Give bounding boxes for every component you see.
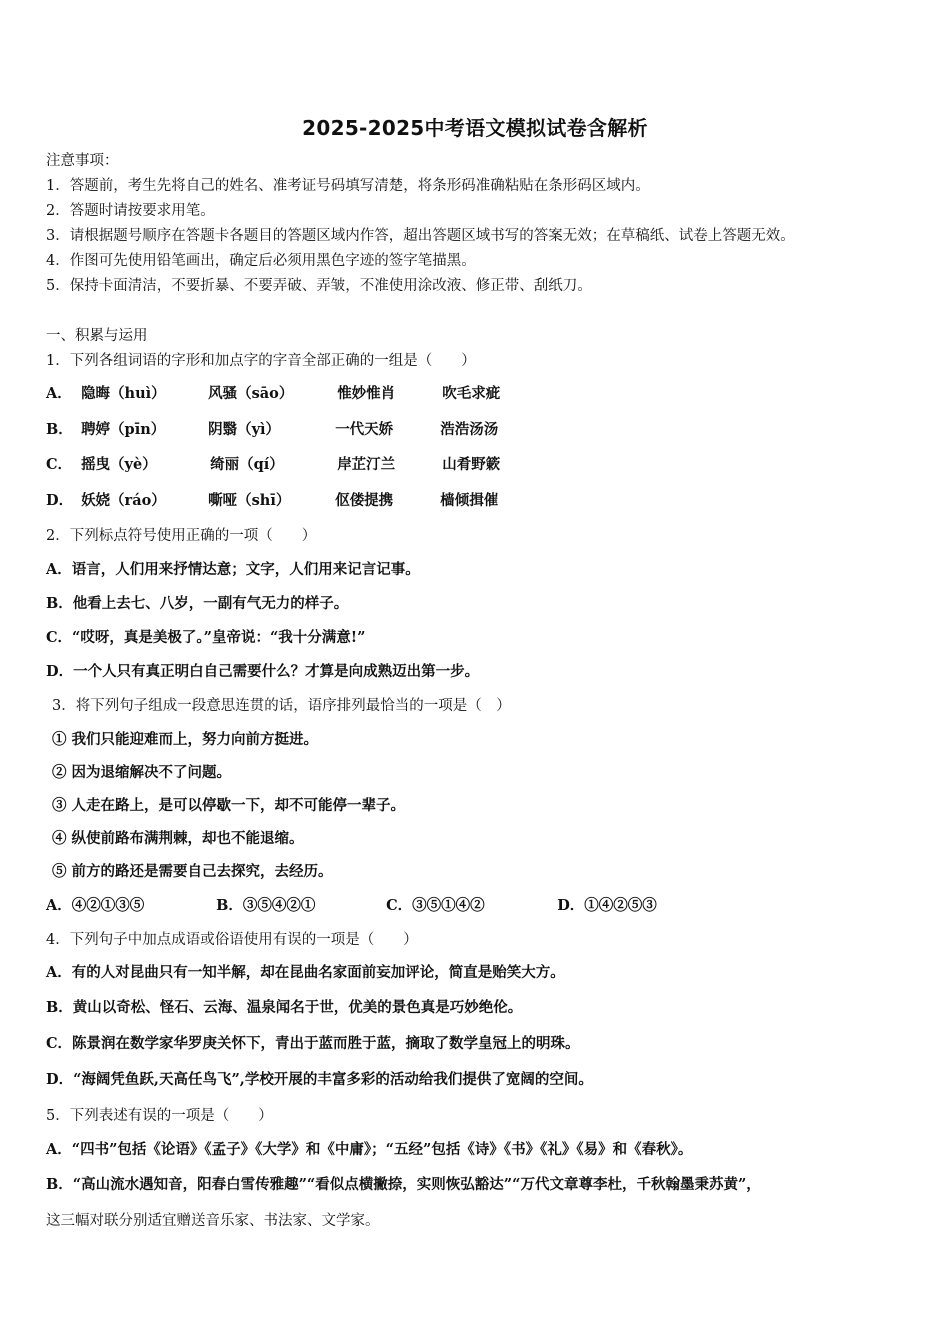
q1-option-c <box>46 455 500 475</box>
q2-option-b: B．他看上去七、八岁，一副有气无力的样子。 <box>46 595 349 612</box>
option-word: 樯倾揖催 <box>440 492 499 509</box>
notice-item: 1．答题前，考生先将自己的姓名、准考证号码填写清楚，将条形码准确粘贴在条形码区域内。 <box>46 178 650 194</box>
option-word: 岸芷汀兰 <box>337 456 396 473</box>
page-title: 2025-2025中考语文模拟试卷含解析 <box>302 116 648 140</box>
q4-option-c: C．陈景润在数学家华罗庚关怀下，青出于蓝而胜于蓝，摘取了数学皇冠上的明珠。 <box>46 1035 580 1052</box>
q4-option-d: D．“海阔凭鱼跃,天高任鸟飞”,学校开展的丰富多彩的活动给我们提供了宽阔的空间。 <box>46 1071 593 1088</box>
option-word: 嘶哑（shī） <box>208 492 291 509</box>
q1-option-b <box>46 420 498 440</box>
option-word: 风骚（sāo） <box>208 385 294 402</box>
option-label: B． <box>46 421 73 438</box>
q3-sentence: ① 我们只能迎难而上，努力向前方挺进。 <box>52 731 319 748</box>
option-word: 隐晦（huì） <box>81 385 166 402</box>
q5-option-b: B．“高山流水遇知音，阳春白雪传雅趣”“看似点横撇捺，实则恢弘豁达”“万代文章尊李杜，千秋翰墨秉苏黄”， <box>46 1176 761 1193</box>
option-word: 一代天娇 <box>335 421 394 438</box>
section-heading: 一、积累与运用 <box>46 328 148 344</box>
q3-sentence: ⑤ 前方的路还是需要自己去探究，去经历。 <box>52 863 333 880</box>
q1-option-d <box>46 491 498 511</box>
question-stem-4: 4．下列句子中加点成语或俗语使用有误的一项是（ ） <box>46 932 418 948</box>
option-label: D． <box>46 492 74 509</box>
q3-option-a: A．④②①③⑤ <box>46 897 145 914</box>
option-word: 阴翳（yì） <box>208 421 281 438</box>
q3-sentence: ④ 纵使前路布满荆棘，却也不能退缩。 <box>52 830 304 847</box>
option-word: 浩浩汤汤 <box>440 421 499 438</box>
option-word: 惟妙惟肖 <box>337 385 396 402</box>
q5-option-a: A．“四书”包括《论语》《孟子》《大学》和《中庸》；“五经”包括《诗》《书》《礼》《易》和《春秋》。 <box>46 1141 693 1158</box>
option-word: 绮丽（qí） <box>210 456 284 473</box>
option-word: 聘婷（pīn） <box>81 421 166 438</box>
option-word: 妖娆（ráo） <box>81 492 166 509</box>
notice-item: 3．请根据题号顺序在答题卡各题目的答题区域内作答，超出答题区域书写的答案无效；在草稿纸、试卷上答题无效。 <box>46 228 795 244</box>
q4-option-a: A．有的人对昆曲只有一知半解，却在昆曲名家面前妄加评论，简直是贻笑大方。 <box>46 964 565 981</box>
question-stem-3: 3．将下列句子组成一段意思连贯的话，语序排列最恰当的一项是（ ） <box>52 698 511 714</box>
q2-option-a: A．语言，人们用来抒情达意；文字，人们用来记言记事。 <box>46 561 420 578</box>
option-word: 摇曳（yè） <box>81 456 157 473</box>
q3-options <box>46 896 657 916</box>
q5-option-b-continued: 这三幅对联分别适宜赠送音乐家、书法家、文学家。 <box>46 1213 380 1229</box>
option-word: 山肴野簌 <box>442 456 501 473</box>
q4-option-b: B．黄山以奇松、怪石、云海、温泉闻名于世，优美的景色真是巧妙绝伦。 <box>46 999 523 1016</box>
option-word: 伛偻提携 <box>335 492 394 509</box>
notice-item: 2．答题时请按要求用笔。 <box>46 203 215 219</box>
option-label: C． <box>46 456 73 473</box>
q3-sentence: ③ 人走在路上，是可以停歇一下，却不可能停一辈子。 <box>52 797 406 814</box>
q2-option-c: C．“哎呀，真是美极了。”皇帝说：“我十分满意!” <box>46 629 366 646</box>
q2-option-d: D．一个人只有真正明白自己需要什么？才算是向成熟迈出第一步。 <box>46 663 480 680</box>
option-word: 吹毛求疵 <box>442 385 501 402</box>
notice-item: 4．作图可先使用铅笔画出，确定后必须用黑色字迹的签字笔描黑。 <box>46 253 476 269</box>
option-label: A． <box>46 385 72 402</box>
question-stem-2: 2．下列标点符号使用正确的一项（ ） <box>46 528 317 544</box>
notice-item: 5．保持卡面清洁，不要折暴、不要弄破、弄皱，不准使用涂改液、修正带、刮纸刀。 <box>46 278 592 294</box>
q3-option-c: C．③⑤①④② <box>386 897 485 914</box>
question-stem-1: 1．下列各组词语的字形和加点字的字音全部正确的一组是（ ） <box>46 353 476 369</box>
q3-option-d: D．①④②⑤③ <box>557 897 657 914</box>
question-stem-5: 5．下列表述有误的一项是（ ） <box>46 1108 273 1124</box>
q3-option-b: B．③⑤④②① <box>216 897 316 914</box>
q3-sentence: ② 因为退缩解决不了问题。 <box>52 764 232 781</box>
notice-heading: 注意事项： <box>46 153 119 169</box>
q1-option-a <box>46 384 500 404</box>
